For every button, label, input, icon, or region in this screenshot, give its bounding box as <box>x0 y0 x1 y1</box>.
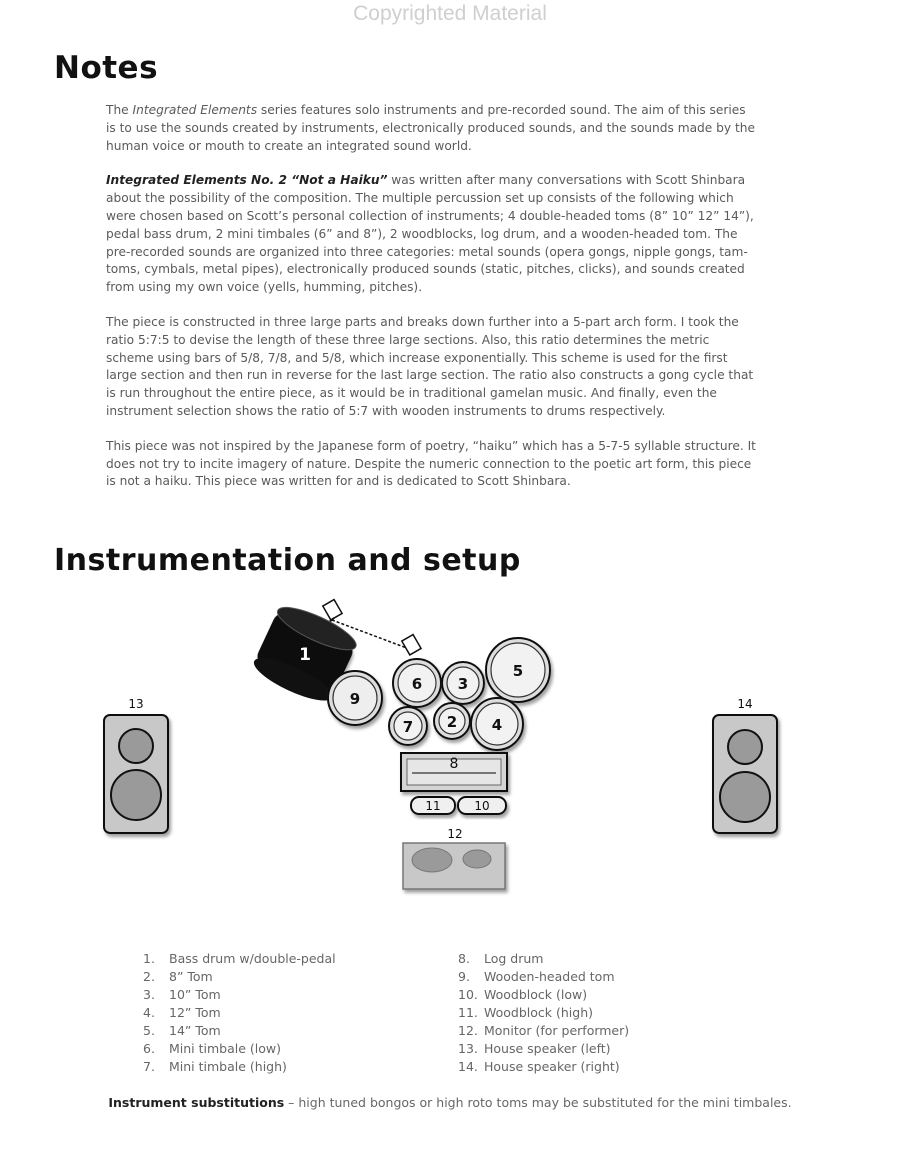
legend-item <box>458 986 629 1004</box>
legend-text: Monitor (for performer) <box>484 1023 630 1038</box>
legend-item <box>143 1058 336 1076</box>
label-9: 9 <box>349 690 361 708</box>
legend-number: 13. <box>458 1041 478 1056</box>
notes-paragraph-2 <box>106 172 756 297</box>
label-4: 4 <box>491 716 503 734</box>
woodblock-high <box>411 797 455 814</box>
legend-text: 14” Tom <box>169 1023 221 1038</box>
legend-item <box>143 1040 336 1058</box>
label-11: 11 <box>425 799 441 813</box>
legend-text: Mini timbale (high) <box>169 1059 287 1074</box>
substitutions-label: Instrument substitutions <box>108 1095 285 1110</box>
legend-item <box>143 950 336 968</box>
legend-text: Woodblock (low) <box>484 987 588 1002</box>
legend-text: Log drum <box>484 951 544 966</box>
label-7: 7 <box>402 718 414 736</box>
label-5: 5 <box>512 662 524 680</box>
log-drum <box>401 753 507 791</box>
woodblock-low <box>458 797 506 814</box>
legend-text: Mini timbale (low) <box>169 1041 282 1056</box>
legend-text: Bass drum w/double-pedal <box>169 951 336 966</box>
notes-paragraph-1 <box>106 102 756 155</box>
legend-number: 6. <box>143 1041 155 1056</box>
mini-timbale-high <box>389 707 427 745</box>
notes-heading: Notes <box>54 50 159 86</box>
tom-12-inch <box>471 698 523 750</box>
mini-timbale-low <box>393 659 441 707</box>
legend-number: 2. <box>143 969 155 984</box>
legend-text: House speaker (right) <box>484 1059 620 1074</box>
label-1: 1 <box>299 645 311 665</box>
legend-item <box>143 968 336 986</box>
legend-text: 8” Tom <box>169 969 213 984</box>
legend-number: 14. <box>458 1059 478 1074</box>
p2-post: was written after many conversations with Scott Shinbara about the possibility of the composition. The multiple percussion set up consists of the following which were chosen based on Scott’s personal collection of instruments; 4 double-headed toms (8” 10” 12” 14”), pedal bass drum, 2 mini timbales (6” and 8”), 2 woodblocks, log drum, and a wooden-headed tom. The pre-recorded sounds are organized into three categories: metal sounds (opera gongs, nipple gongs, tam-toms, cymbals, metal pipes), electronically produced sounds (static, pitches, clicks), and sounds created from using my own voice (yells, humming, pitches). <box>106 173 754 295</box>
tom-10-inch <box>442 662 484 704</box>
legend-number: 1. <box>143 951 155 966</box>
legend-item <box>458 968 629 986</box>
p1-post: series features solo instruments and pre-recorded sound. The aim of this series is to use the sounds created by instruments, electronically produced sounds, and the sounds made by the human voice or mouth to create an integrated sound world. <box>106 103 755 153</box>
p1-series-title: Integrated Elements <box>132 103 258 117</box>
label-13: 13 <box>128 697 144 711</box>
substitutions-text: – high tuned bongos or high roto toms may be substituted for the mini timbales. <box>284 1095 792 1110</box>
legend-number: 7. <box>143 1059 155 1074</box>
legend-item <box>458 1040 629 1058</box>
legend-item <box>143 986 336 1004</box>
setup-heading: Instrumentation and setup <box>54 543 521 578</box>
legend-item <box>143 1022 336 1040</box>
substitutions-note <box>0 1095 900 1110</box>
legend-item <box>458 1004 629 1022</box>
legend-item <box>143 1004 336 1022</box>
legend-number: 8. <box>458 951 470 966</box>
legend-item <box>458 1022 629 1040</box>
legend-number: 3. <box>143 987 155 1002</box>
notes-body <box>106 102 756 508</box>
label-3: 3 <box>457 675 469 693</box>
tom-8-inch <box>434 703 470 739</box>
setup-diagram <box>0 590 900 910</box>
legend-number: 10. <box>458 987 478 1002</box>
legend-item <box>458 950 629 968</box>
legend-text: 10” Tom <box>169 987 221 1002</box>
label-10: 10 <box>474 799 490 813</box>
house-speaker-left <box>104 697 168 833</box>
legend-text: House speaker (left) <box>484 1041 611 1056</box>
legend-number: 11. <box>458 1005 478 1020</box>
monitor <box>403 827 505 889</box>
legend-item <box>458 1058 629 1076</box>
legend-left <box>143 950 336 1076</box>
watermark: Copyrighted Material <box>353 2 547 25</box>
p1-pre: The <box>106 103 133 117</box>
label-12: 12 <box>447 827 463 841</box>
label-2: 2 <box>446 713 458 731</box>
legend-text: Wooden-headed tom <box>484 969 615 984</box>
notes-paragraph-4: This piece was not inspired by the Japanese form of poetry, “haiku” which has a 5-7-5 syllable structure. It does not try to incite imagery of nature. Despite the numeric connection to the poetic art form, this piece is not a haiku. This piece was written for and is dedicated to Scott Shinbara. <box>106 438 756 489</box>
legend-number: 12. <box>458 1023 478 1038</box>
legend-number: 5. <box>143 1023 155 1038</box>
legend-number: 9. <box>458 969 470 984</box>
house-speaker-right <box>713 697 777 833</box>
label-6: 6 <box>411 675 423 693</box>
legend-number: 4. <box>143 1005 155 1020</box>
label-8: 8 <box>449 756 459 772</box>
legend-text: Woodblock (high) <box>484 1005 594 1020</box>
legend-right <box>458 950 629 1076</box>
notes-paragraph-3: The piece is constructed in three large parts and breaks down further into a 5-part arch form. I took the ratio 5:7:5 to devise the length of these three large sections. Also, this ratio determines the metric scheme using bars of 5/8, 7/8, and 5/8, which increase exponentially. This scheme is used for the first large section and then run in reverse for the last large section. The ratio also constructs a gong cycle that is run throughout the entire piece, as it would be in traditional gamelan music. And finally, even the instrument selection shows the ratio of 5:7 with wooden instruments to drums respectively. <box>106 314 754 418</box>
p2-piece-title: Integrated Elements No. 2 “Not a Haiku” <box>106 173 388 188</box>
label-14: 14 <box>737 697 753 711</box>
tom-14-inch <box>486 638 550 702</box>
legend-text: 12” Tom <box>169 1005 221 1020</box>
wooden-headed-tom <box>328 671 382 725</box>
